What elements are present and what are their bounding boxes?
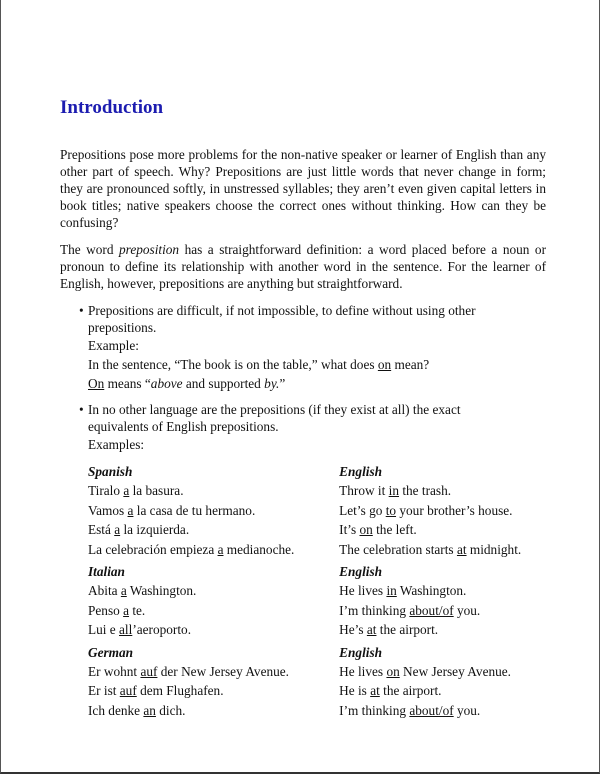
answer-italic-above: above bbox=[150, 376, 183, 391]
underlined-preposition: on bbox=[377, 357, 392, 372]
underlined-preposition: all bbox=[119, 622, 133, 638]
foreign-column bbox=[88, 562, 339, 640]
sentence-text: medianoche. bbox=[223, 541, 295, 557]
sentence-text: dem Flughafen. bbox=[136, 683, 224, 699]
foreign-sentence bbox=[88, 601, 339, 620]
foreign-sentence bbox=[88, 681, 339, 700]
sentence-text: the airport. bbox=[376, 622, 439, 638]
english-sentence bbox=[339, 662, 546, 681]
underlined-preposition: to bbox=[385, 502, 397, 518]
sentence-text: He’s bbox=[339, 622, 367, 638]
sentence-text: Lui e bbox=[88, 622, 120, 638]
sentence-text: Let’s go bbox=[339, 502, 386, 518]
underlined-preposition: about/of bbox=[409, 702, 454, 718]
definition-text-before: The word bbox=[60, 242, 119, 257]
sentence-text: Está bbox=[88, 522, 115, 538]
example-answer bbox=[88, 374, 546, 393]
underlined-preposition: about/of bbox=[409, 602, 454, 618]
sentence-text: your brother’s house. bbox=[396, 502, 513, 518]
answer-text: means “ bbox=[104, 376, 151, 391]
bullet-item-difficult-to-define bbox=[60, 302, 546, 393]
examples-label: Examples: bbox=[88, 437, 145, 452]
english-sentence bbox=[339, 601, 546, 620]
sentence-text: New Jersey Avenue. bbox=[399, 664, 511, 680]
underlined-preposition: at bbox=[370, 683, 380, 699]
language-heading: German bbox=[88, 644, 134, 660]
underlined-preposition: in bbox=[386, 583, 397, 599]
sentence-text: the left. bbox=[372, 522, 417, 538]
definition-text-after: has a straightforward definition: a word placed before a noun or pronoun to define its relationship with another word in the sentence. For the learner of English, however, prepositions are anything but straightforward. bbox=[60, 242, 546, 291]
english-sentence bbox=[339, 481, 546, 500]
sentence-text: la izquierda. bbox=[120, 522, 190, 538]
english-sentence bbox=[339, 701, 546, 720]
underlined-preposition: auf bbox=[119, 683, 137, 699]
underlined-preposition: on bbox=[359, 522, 373, 538]
sentence-text: Er ist bbox=[88, 683, 120, 699]
sentence-text: ’aeroporto. bbox=[132, 622, 192, 638]
sentence-text: It’s bbox=[339, 522, 360, 538]
underlined-preposition: an bbox=[143, 702, 156, 718]
foreign-sentence bbox=[88, 501, 339, 520]
sentence-text: you. bbox=[453, 602, 481, 618]
underlined-preposition: on bbox=[386, 664, 400, 680]
sentence-text: Tiralo bbox=[88, 483, 124, 499]
sentence-text: I’m thinking bbox=[339, 702, 410, 718]
english-heading: English bbox=[339, 644, 383, 660]
sentence-text: der New Jersey Avenue. bbox=[157, 664, 290, 680]
answer-text-end: ” bbox=[279, 376, 286, 391]
language-heading: Spanish bbox=[88, 464, 133, 479]
english-column bbox=[339, 562, 546, 640]
sentence-text: Washington. bbox=[126, 583, 197, 599]
intro-paragraph: Prepositions pose more problems for the non-native speaker or learner of English than any other part of speech. Why? Prepositions are just little words that never change in form; they are pronounced softly, in unstressed syllables; they aren’t even given capital letters in book titles; native speakers choose the correct ones without thinking. How can they be confusing? bbox=[60, 147, 546, 230]
sentence-text: Penso bbox=[88, 602, 124, 618]
sentence-text: you. bbox=[453, 702, 481, 718]
underlined-preposition: at bbox=[366, 622, 377, 638]
foreign-sentence bbox=[88, 481, 339, 500]
sentence-text: The celebration starts bbox=[339, 541, 457, 557]
sentence-text: He lives bbox=[339, 664, 387, 680]
sentence-text: la basura. bbox=[129, 483, 184, 499]
sentence-text: I’m thinking bbox=[339, 602, 410, 618]
sentence-text: Throw it bbox=[339, 483, 389, 499]
question-text-end: mean? bbox=[391, 357, 430, 372]
underlined-preposition: On bbox=[88, 376, 105, 391]
english-column bbox=[339, 462, 546, 559]
sentence-text: Er wohnt bbox=[88, 664, 141, 680]
english-sentence bbox=[339, 581, 546, 600]
bullet-icon: • bbox=[79, 303, 84, 318]
sentence-text: la casa de tu hermano. bbox=[133, 502, 256, 518]
english-heading: English bbox=[339, 464, 383, 479]
foreign-sentence bbox=[88, 581, 339, 600]
underlined-preposition: a bbox=[123, 483, 130, 499]
foreign-column bbox=[88, 462, 339, 559]
bullet-icon: • bbox=[79, 402, 84, 417]
english-column bbox=[339, 643, 546, 721]
foreign-sentence bbox=[88, 701, 339, 720]
bullet-text-line: In no other language are the prepositions (if they exist at all) the exact bbox=[88, 402, 461, 417]
sentence-text: the trash. bbox=[399, 483, 452, 499]
english-sentence bbox=[339, 540, 546, 559]
bullet-text-line: prepositions. bbox=[88, 320, 157, 335]
underlined-preposition: in bbox=[388, 483, 399, 499]
definition-paragraph bbox=[60, 241, 546, 292]
bullet-text-line: equivalents of English prepositions. bbox=[88, 419, 279, 434]
foreign-sentence bbox=[88, 540, 339, 559]
underlined-preposition: a bbox=[120, 583, 127, 599]
underlined-preposition: a bbox=[127, 502, 134, 518]
underlined-preposition: a bbox=[123, 602, 129, 618]
example-label: Example: bbox=[88, 338, 139, 353]
sentence-text: midnight. bbox=[466, 541, 522, 557]
sentence-text: La celebración empieza bbox=[88, 541, 218, 557]
example-group-german bbox=[88, 643, 546, 721]
example-question bbox=[88, 355, 546, 374]
sentence-text: Abita bbox=[88, 583, 121, 599]
bullet-text-line: Prepositions are difficult, if not impossible, to define without using other bbox=[88, 303, 476, 318]
sentence-text: He is bbox=[339, 683, 371, 699]
sentence-text: te. bbox=[129, 602, 146, 618]
english-sentence bbox=[339, 681, 546, 700]
english-sentence bbox=[339, 620, 546, 639]
page-content bbox=[60, 96, 546, 720]
english-heading: English bbox=[339, 564, 383, 580]
underlined-preposition: at bbox=[456, 541, 467, 557]
foreign-column bbox=[88, 643, 339, 721]
answer-text: and supported bbox=[182, 376, 265, 391]
section-heading: Introduction bbox=[60, 97, 164, 118]
sentence-text: Vamos bbox=[88, 502, 128, 518]
foreign-sentence bbox=[88, 520, 339, 539]
underlined-preposition: a bbox=[114, 522, 121, 538]
english-sentence bbox=[339, 501, 546, 520]
underlined-preposition: auf bbox=[140, 664, 158, 680]
definition-term: preposition bbox=[119, 242, 180, 257]
underlined-preposition: a bbox=[217, 541, 224, 557]
foreign-sentence bbox=[88, 620, 339, 639]
english-sentence bbox=[339, 520, 546, 539]
sentence-text: the airport. bbox=[379, 683, 442, 699]
sentence-text: dich. bbox=[155, 702, 186, 718]
foreign-sentence bbox=[88, 662, 339, 681]
sentence-text: He lives bbox=[339, 583, 387, 599]
example-group-italian bbox=[88, 562, 546, 640]
answer-italic-by: by. bbox=[264, 376, 280, 391]
language-heading: Italian bbox=[88, 564, 125, 580]
bullet-item-no-equivalents bbox=[60, 401, 546, 454]
example-group-spanish bbox=[88, 462, 546, 559]
sentence-text: Ich denke bbox=[88, 702, 144, 718]
sentence-text: Washington. bbox=[396, 583, 467, 599]
examples-table bbox=[88, 462, 546, 720]
question-text: In the sentence, “The book is on the table,” what does bbox=[88, 357, 378, 372]
